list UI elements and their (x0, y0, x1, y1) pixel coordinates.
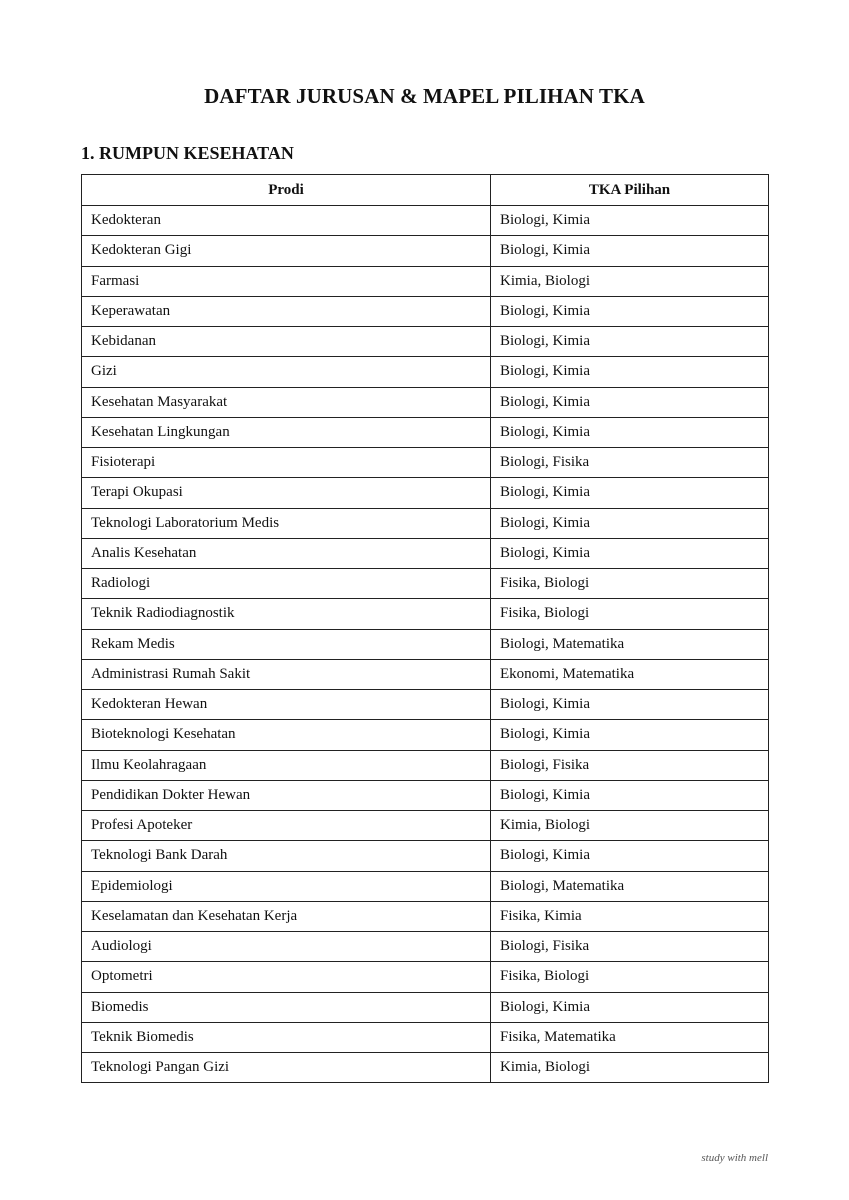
table-row (82, 296, 769, 326)
table-row (82, 417, 769, 447)
tka-pilihan-cell: Biologi, Kimia (491, 478, 769, 508)
tka-pilihan-cell: Biologi, Kimia (491, 992, 769, 1022)
prodi-cell: Fisioterapi (82, 448, 491, 478)
prodi-cell: Teknologi Pangan Gizi (82, 1053, 491, 1083)
table-row (82, 871, 769, 901)
prodi-cell: Optometri (82, 962, 491, 992)
table-row (82, 569, 769, 599)
table-row (82, 811, 769, 841)
prodi-cell: Teknik Biomedis (82, 1022, 491, 1052)
prodi-cell: Gizi (82, 357, 491, 387)
prodi-cell: Ilmu Keolahragaan (82, 750, 491, 780)
prodi-cell: Pendidikan Dokter Hewan (82, 780, 491, 810)
tka-pilihan-cell: Biologi, Kimia (491, 387, 769, 417)
table-row (82, 992, 769, 1022)
prodi-cell: Administrasi Rumah Sakit (82, 659, 491, 689)
table-row (82, 599, 769, 629)
table-row (82, 932, 769, 962)
tka-pilihan-cell: Biologi, Fisika (491, 750, 769, 780)
tka-pilihan-cell: Kimia, Biologi (491, 811, 769, 841)
tka-pilihan-cell: Biologi, Kimia (491, 720, 769, 750)
table-row (82, 448, 769, 478)
major-table-container (81, 174, 768, 1083)
table-header-row (82, 175, 769, 206)
tka-pilihan-cell: Biologi, Kimia (491, 508, 769, 538)
table-row (82, 841, 769, 871)
tka-pilihan-cell: Biologi, Kimia (491, 236, 769, 266)
table-row (82, 780, 769, 810)
tka-pilihan-cell: Fisika, Biologi (491, 962, 769, 992)
table-row (82, 962, 769, 992)
tka-pilihan-cell: Biologi, Kimia (491, 327, 769, 357)
tka-pilihan-cell: Fisika, Matematika (491, 1022, 769, 1052)
table-row (82, 478, 769, 508)
tka-pilihan-cell: Kimia, Biologi (491, 1053, 769, 1083)
prodi-cell: Audiologi (82, 932, 491, 962)
tka-pilihan-cell: Biologi, Kimia (491, 357, 769, 387)
prodi-cell: Kedokteran (82, 206, 491, 236)
table-row (82, 750, 769, 780)
table-row (82, 690, 769, 720)
prodi-cell: Terapi Okupasi (82, 478, 491, 508)
prodi-cell: Kedokteran Hewan (82, 690, 491, 720)
tka-pilihan-cell: Fisika, Biologi (491, 569, 769, 599)
tka-pilihan-cell: Ekonomi, Matematika (491, 659, 769, 689)
prodi-cell: Keselamatan dan Kesehatan Kerja (82, 901, 491, 931)
tka-pilihan-cell: Fisika, Biologi (491, 599, 769, 629)
prodi-cell: Biomedis (82, 992, 491, 1022)
table-row (82, 327, 769, 357)
table-row (82, 629, 769, 659)
tka-pilihan-cell: Biologi, Kimia (491, 417, 769, 447)
column-header-tka-pilihan: TKA Pilihan (491, 175, 769, 206)
prodi-cell: Teknologi Laboratorium Medis (82, 508, 491, 538)
prodi-cell: Radiologi (82, 569, 491, 599)
tka-pilihan-cell: Biologi, Fisika (491, 932, 769, 962)
prodi-cell: Teknologi Bank Darah (82, 841, 491, 871)
table-row (82, 538, 769, 568)
tka-pilihan-cell: Biologi, Kimia (491, 690, 769, 720)
table-row (82, 266, 769, 296)
prodi-cell: Kedokteran Gigi (82, 236, 491, 266)
prodi-cell: Bioteknologi Kesehatan (82, 720, 491, 750)
tka-pilihan-cell: Biologi, Kimia (491, 780, 769, 810)
prodi-cell: Farmasi (82, 266, 491, 296)
tka-pilihan-cell: Biologi, Kimia (491, 841, 769, 871)
prodi-cell: Kebidanan (82, 327, 491, 357)
table-row (82, 1022, 769, 1052)
tka-pilihan-cell: Biologi, Kimia (491, 206, 769, 236)
prodi-cell: Analis Kesehatan (82, 538, 491, 568)
page-title: DAFTAR JURUSAN & MAPEL PILIHAN TKA (204, 84, 645, 108)
tka-pilihan-cell: Fisika, Kimia (491, 901, 769, 931)
column-header-prodi: Prodi (82, 175, 491, 206)
tka-pilihan-cell: Biologi, Kimia (491, 538, 769, 568)
tka-pilihan-cell: Biologi, Fisika (491, 448, 769, 478)
prodi-cell: Keperawatan (82, 296, 491, 326)
table-row (82, 508, 769, 538)
tka-pilihan-cell: Biologi, Kimia (491, 296, 769, 326)
table-row (82, 659, 769, 689)
table-row (82, 1053, 769, 1083)
prodi-cell: Teknik Radiodiagnostik (82, 599, 491, 629)
prodi-cell: Rekam Medis (82, 629, 491, 659)
tka-pilihan-cell: Biologi, Matematika (491, 629, 769, 659)
table-row (82, 206, 769, 236)
table-row (82, 720, 769, 750)
prodi-cell: Epidemiologi (82, 871, 491, 901)
table-row (82, 357, 769, 387)
table-body (82, 206, 769, 1083)
prodi-cell: Kesehatan Lingkungan (82, 417, 491, 447)
table-row (82, 901, 769, 931)
major-subject-table (81, 174, 769, 1083)
section-heading: 1. RUMPUN KESEHATAN (81, 143, 294, 163)
tka-pilihan-cell: Biologi, Matematika (491, 871, 769, 901)
prodi-cell: Profesi Apoteker (82, 811, 491, 841)
prodi-cell: Kesehatan Masyarakat (82, 387, 491, 417)
tka-pilihan-cell: Kimia, Biologi (491, 266, 769, 296)
table-row (82, 236, 769, 266)
table-row (82, 387, 769, 417)
footer-watermark: study with mell (701, 1152, 768, 1164)
